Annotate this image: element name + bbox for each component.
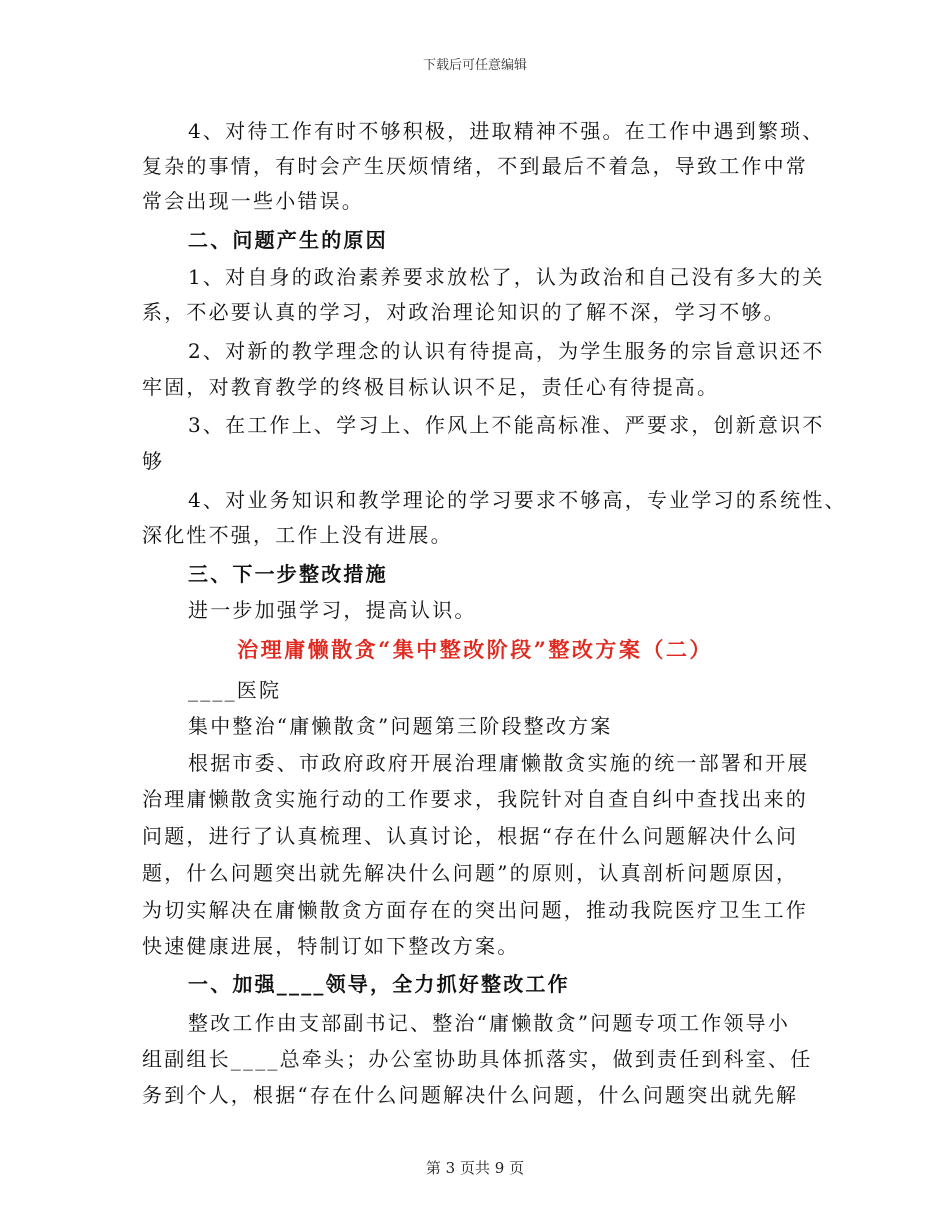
header-note: 下载后可任意编辑 <box>422 58 527 73</box>
paragraph-line: 4、对业务知识和教学理论的学习要求不够高，专业学习的系统性、 <box>188 488 847 512</box>
section-heading: 二、问题产生的原因 <box>188 228 388 252</box>
paragraph-line: 题，什么问题突出就先解决什么问题”的原则，认真剖析问题原因， <box>142 861 799 885</box>
paragraph-line: 常会出现一些小错误。 <box>142 189 364 213</box>
paragraph-line: 2、对新的教学理念的认识有待提高，为学生服务的宗旨意识还不 <box>188 339 825 363</box>
subtitle-line: 集中整治“庸懒散贪”问题第三阶段整改方案 <box>188 714 613 738</box>
paragraph-line: 3、在工作上、学习上、作风上不能高标准、严要求，创新意识不 <box>188 413 825 437</box>
paragraph-line: 根据市委、市政府政府开展治理庸懒散贪实施的统一部署和开展 <box>188 751 810 775</box>
page-number: 第 3 页共 9 页 <box>425 1159 525 1177</box>
paragraph-line: 够 <box>142 449 165 473</box>
paragraph-line: 整改工作由支部副书记、整治“庸懒散贪”问题专项工作领导小 <box>188 1011 791 1035</box>
section-heading: 三、下一步整改措施 <box>188 562 388 586</box>
paragraph-line: 务到个人，根据“存在什么问题解决什么问题，什么问题突出就先解 <box>142 1083 799 1107</box>
paragraph-line: 组副组长____总牵头；办公室协助具体抓落实，做到责任到科室、任 <box>142 1047 813 1071</box>
paragraph-line: 1、对自身的政治素养要求放松了，认为政治和自己没有多大的关 <box>188 265 825 289</box>
paragraph-line: 4、对待工作有时不够积极，进取精神不强。在工作中遇到繁琐、 <box>188 119 825 143</box>
section-heading: 一、加强____领导，全力抓好整改工作 <box>188 972 570 996</box>
paragraph-line: 深化性不强，工作上没有进展。 <box>142 523 453 547</box>
paragraph-line: 复杂的事情，有时会产生厌烦情绪，不到最后不着急，导致工作中常 <box>142 154 808 178</box>
document-title: 治理庸懒散贪“集中整改阶段”整改方案（二） <box>237 637 713 662</box>
paragraph-line: 问题，进行了认真梳理、认真讨论，根据“存在什么问题解决什么问 <box>142 824 799 848</box>
paragraph-line: 快速健康进展，特制订如下整改方案。 <box>142 934 520 958</box>
paragraph-line: 进一步加强学习，提高认识。 <box>188 598 477 622</box>
paragraph-line: 牢固，对教育教学的终极目标认识不足，责任心有待提高。 <box>142 375 720 399</box>
paragraph-line: 系，不必要认真的学习，对政治理论知识的了解不深，学习不够。 <box>142 300 786 324</box>
paragraph-line: 为切实解决在庸懒散贪方面存在的突出问题，推动我院医疗卫生工作 <box>142 898 808 922</box>
hospital-name-line: ____医院 <box>188 678 282 702</box>
paragraph-line: 治理庸懒散贪实施行动的工作要求，我院针对自查自纠中查找出来的 <box>142 787 808 811</box>
